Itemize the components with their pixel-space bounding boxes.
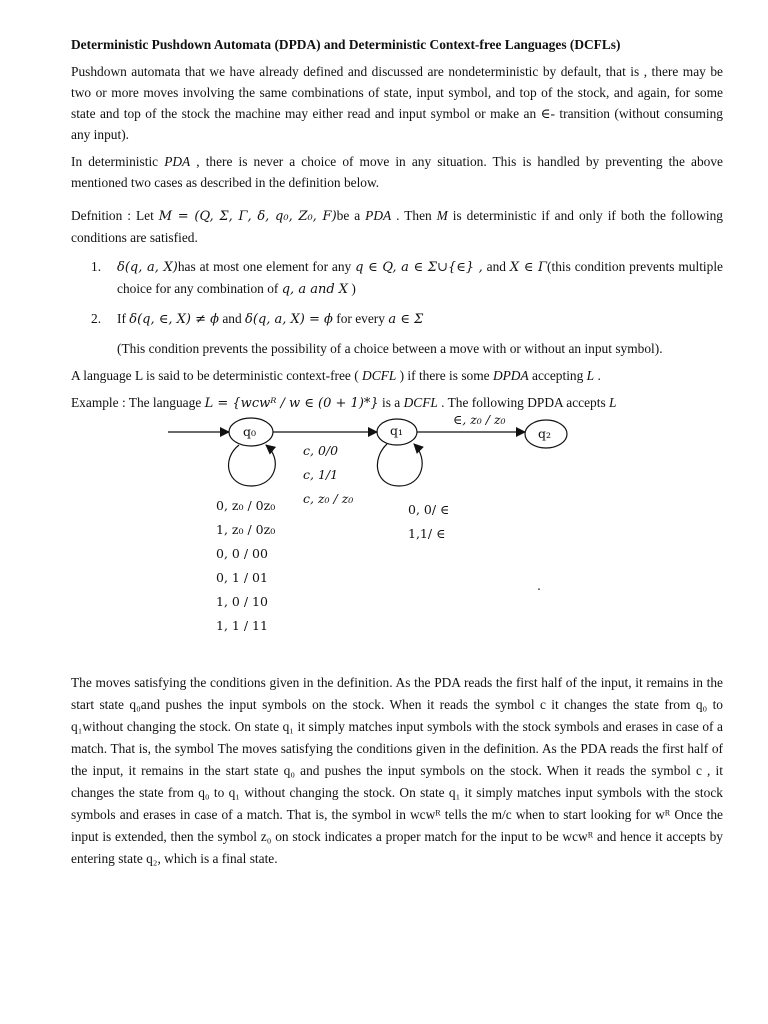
state-q1-label: q₁ bbox=[390, 423, 404, 438]
dpda-diagram-svg bbox=[71, 414, 723, 664]
condition-item-1: 1. δ(q, a, X)has at most one element for any q ∈ Q, a ∈ Σ∪{∈} , and X ∈ Γ(this condition prevents multiple choice for any combination of q, a and X ) bbox=[91, 259, 724, 297]
definition-paragraph: Defnition : Let M = (Q, Σ, Γ, δ, q₀, Z₀, F)be a PDA . Then M is deterministic if and only if both the following conditions are satisfied. bbox=[71, 208, 723, 245]
explanation-paragraph: The moves satisfying the conditions given in the definition. As the PDA reads the first half of the input, it remains in the start state q₀and pushes the input symbols on the stock. When it reads the symbol c it changes the state from q₀ to q₁without changing the stock. On state q₁ it simply matches input symbols with the stock symbols and erases in case of a match. That is, the symbol The moves satisfying the conditions given in the definition. As the PDA reads the first half of the input, it remains in the start state q₀ and pushes the input symbols on the stock. When it reads the symbol c , it changes the state from q₀ to q₁ without changing the stock. On state q₁ it simply matches input symbols with the stock symbols and erases in case of a match. That is, the symbol in wcwᴿ tells the m/c when to start looking for wᴿ Once the input is extended, then the symbol z₀ on stock indicates a proper match for the input to be wcwᴿ and hence it accepts by entering state q₂, which is a final state. bbox=[71, 675, 723, 866]
loop-q0 bbox=[229, 445, 276, 486]
paragraph-deterministic: In deterministic PDA , there is never a choice of move in any situation. This is handled by preventing the above mentioned two cases as described in the definition below. bbox=[71, 154, 723, 190]
paragraph-pda-intro: Pushdown automata that we have already defined and discussed are nondeterministic by default, that is , there may be two or more moves involving the same combinations of state, input symbol, and top of the stock, and again, for some state and top of the stock the machine may either read and input symbol or make an ∈- transition (without consuming any input). bbox=[71, 64, 723, 142]
state-q0-label: q₀ bbox=[243, 424, 257, 439]
edge-q0-q1-labels: c, 0/0 c, 1/1 c, z₀ / z₀ bbox=[303, 443, 354, 506]
page-heading: Deterministic Pushdown Automata (DPDA) and Deterministic Context-free Languages (DCFLs) bbox=[71, 37, 621, 52]
document-page bbox=[71, 34, 723, 876]
dpda-tuple-formula: M = (Q, Σ, Γ, δ, q₀, Z₀, F) bbox=[158, 209, 337, 224]
state-q2-label: q₂ bbox=[538, 426, 552, 441]
conditions-list bbox=[71, 256, 723, 359]
loop-q1-labels: 0, 0/ ∈ 1,1/ ∈ bbox=[408, 502, 450, 541]
stray-mark: . bbox=[537, 578, 541, 593]
dcfl-definition: A language L is said to be deterministic context-free ( DCFL ) if there is some DPDA accepting L . bbox=[71, 368, 601, 383]
loop-q0-labels: 0, z₀ / 0z₀ 1, z₀ / 0z₀ 0, 0 / 00 0, 1 / 01 1, 0 / 10 1, 1 / 11 bbox=[216, 498, 276, 633]
language-formula: L = {wcwᴿ / w ∈ (0 + 1)*} bbox=[204, 396, 379, 411]
condition-item-2: 2. If δ(q, ∈, X) ≠ ϕ and δ(q, a, X) = ϕ for every a ∈ Σ bbox=[91, 311, 424, 327]
example-line: Example : The language L = {wcwᴿ / w ∈ (0 + 1)*} is a DCFL . The following DPDA accepts L bbox=[71, 395, 617, 411]
condition-note: (This condition prevents the possibility of a choice between a move with or without an input symbol). bbox=[117, 341, 663, 356]
loop-q1 bbox=[377, 444, 422, 486]
dpda-state-diagram bbox=[71, 414, 723, 664]
edge-q1-q2-label: ∈, z₀ / z₀ bbox=[453, 412, 506, 427]
